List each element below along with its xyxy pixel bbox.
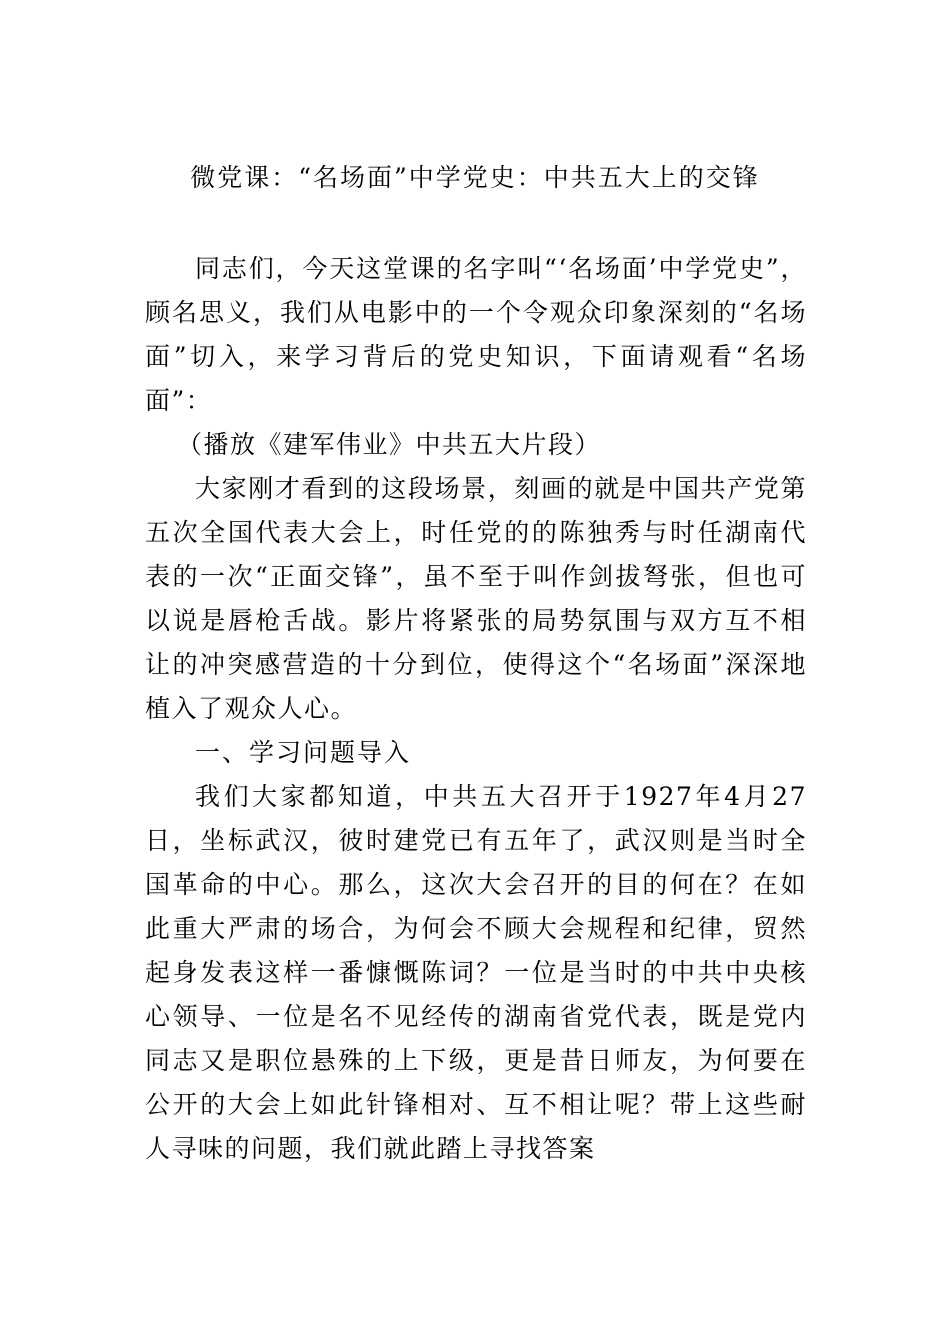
document-title: 微党课：“名场面”中学党史：中共五大上的交锋 xyxy=(190,163,760,192)
document-body xyxy=(145,247,807,1171)
questions-paragraph: 我们大家都知道，中共五大召开于1927年4月27日，坐标武汉，彼时建党已有五年了，武汉则是当时全国革命的中心。那么，这次大会召开的目的何在？在如此重大严肃的场合，为何会不顾大会规程和纪律，贸然起身发表这样一番慷慨陈词？一位是当时的中共中央核心领导、一位是名不见经传的湖南省党代表，既是党内同志又是职位悬殊的上下级，更是昔日师友，为何要在公开的大会上如此针锋相对、互不相让呢？带上这些耐人寻味的问题，我们就此踏上寻找答案 xyxy=(145,782,807,1163)
section-heading: 一、学习问题导入 xyxy=(195,738,412,767)
intro-paragraph: 同志们，今天这堂课的名字叫“‘名场面’中学党史”，顾名思义，我们从电影中的一个令观众印象深刻的“名场面”切入，来学习背后的党史知识，下面请观看“名场面”： xyxy=(145,254,807,415)
video-note: （播放《建军伟业》中共五大片段） xyxy=(177,430,602,459)
scene-description-paragraph: 大家刚才看到的这段场景，刻画的就是中国共产党第五次全国代表大会上，时任党的的陈独秀与时任湖南代表的一次“正面交锋”，虽不至于叫作剑拔弩张，但也可以说是唇枪舌战。影片将紧张的局势氛围与双方互不相让的冲突感营造的十分到位，使得这个“名场面”深深地植入了观众人心。 xyxy=(145,474,807,723)
